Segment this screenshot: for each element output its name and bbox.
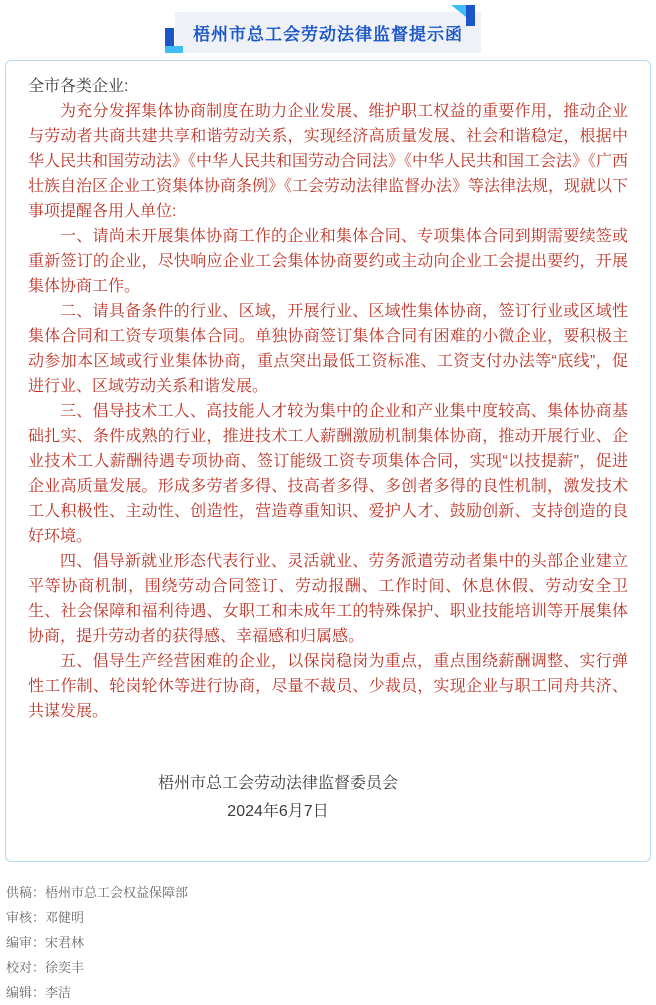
corner-bar-top-right (466, 5, 475, 26)
letter-paragraph: 五、倡导生产经营困难的企业，以保岗稳岗为重点，重点围绕薪酬调整、实行弹性工作制、轮岗轮休等进行协商，尽量不裁员、少裁员，实现企业与职工同舟共济、共谋发展。 (28, 653, 628, 720)
credit-line: 审核：邓健明 (6, 910, 85, 925)
corner-fold-icon (451, 5, 466, 17)
corner-bar-bottom-left (165, 28, 174, 46)
credit-line: 供稿：梧州市总工会权益保障部 (6, 885, 189, 900)
signature-date: 2024年6月7日 (227, 803, 329, 820)
credit-line: 编审：宋君林 (6, 935, 85, 950)
letter-paragraph: 三、倡导技术工人、高技能人才较为集中的企业和产业集中度较高、集体协商基础扎实、条件成熟的行业，推进技术工人薪酬激励机制集体协商，推动开展行业、企业技术工人薪酬待遇专项协商、签订能级工资专项集体合同，实现“以技提薪”，促进企业高质量发展。形成多劳者多得、技高者多得、多创者多得的良性机制，激发技术工人积极性、主动性、创造性，营造尊重知识、爱护人才、鼓励创新、支持创造的良好环境。 (28, 403, 628, 545)
letter-paragraph: 一、请尚未开展集体协商工作的企业和集体合同、专项集体合同到期需要续签或重新签订的企业，尽快响应企业工会集体协商要约或主动向企业工会提出要约，开展集体协商工作。 (28, 228, 628, 295)
letter-paragraph: 为充分发挥集体协商制度在助力企业发展、维护职工权益的重要作用，推动企业与劳动者共商共建共享和谐劳动关系，实现经济高质量发展、社会和谐稳定，根据中华人民共和国劳动法》《中华人民共和国劳动合同法》《中华人民共和国工会法》《广西壮族自治区企业工资集体协商条例》《工会劳动法律监督办法》等法律法规，现就以下事项提醒各用人单位: (28, 103, 629, 220)
notice-box (5, 60, 651, 862)
corner-underline-bottom-left (165, 46, 183, 53)
salutation: 全市各类企业: (28, 78, 129, 95)
title-banner (0, 0, 656, 60)
letter-paragraph: 二、请具备条件的行业、区域，开展行业、区域性集体协商，签订行业或区域性集体合同和工资专项集体合同。单独协商签订集体合同有困难的小微企业，要积极主动参加本区域或行业集体协商，重点突出最低工资标准、工资支付办法等“底线”，促进行业、区域劳动关系和谐发展。 (28, 303, 628, 395)
credit-line: 编辑：李洁 (6, 985, 72, 1000)
page-title: 梧州市总工会劳动法律监督提示函 (193, 25, 463, 44)
letter-paragraph: 四、倡导新就业形态代表行业、灵活就业、劳务派遣劳动者集中的头部企业建立平等协商机制，围绕劳动合同签订、劳动报酬、工作时间、休息休假、劳动安全卫生、社会保障和福利待遇、女职工和未成年工的特殊保护、职业技能培训等开展集体协商，提升劳动者的获得感、幸福感和归属感。 (28, 553, 628, 645)
letter-body (28, 99, 628, 724)
credit-line: 校对：徐奕丰 (6, 960, 85, 975)
credits-block (6, 880, 650, 1005)
title-badge (175, 12, 481, 53)
signature-organization: 梧州市总工会劳动法律监督委员会 (157, 775, 398, 792)
signature-block (28, 770, 628, 826)
